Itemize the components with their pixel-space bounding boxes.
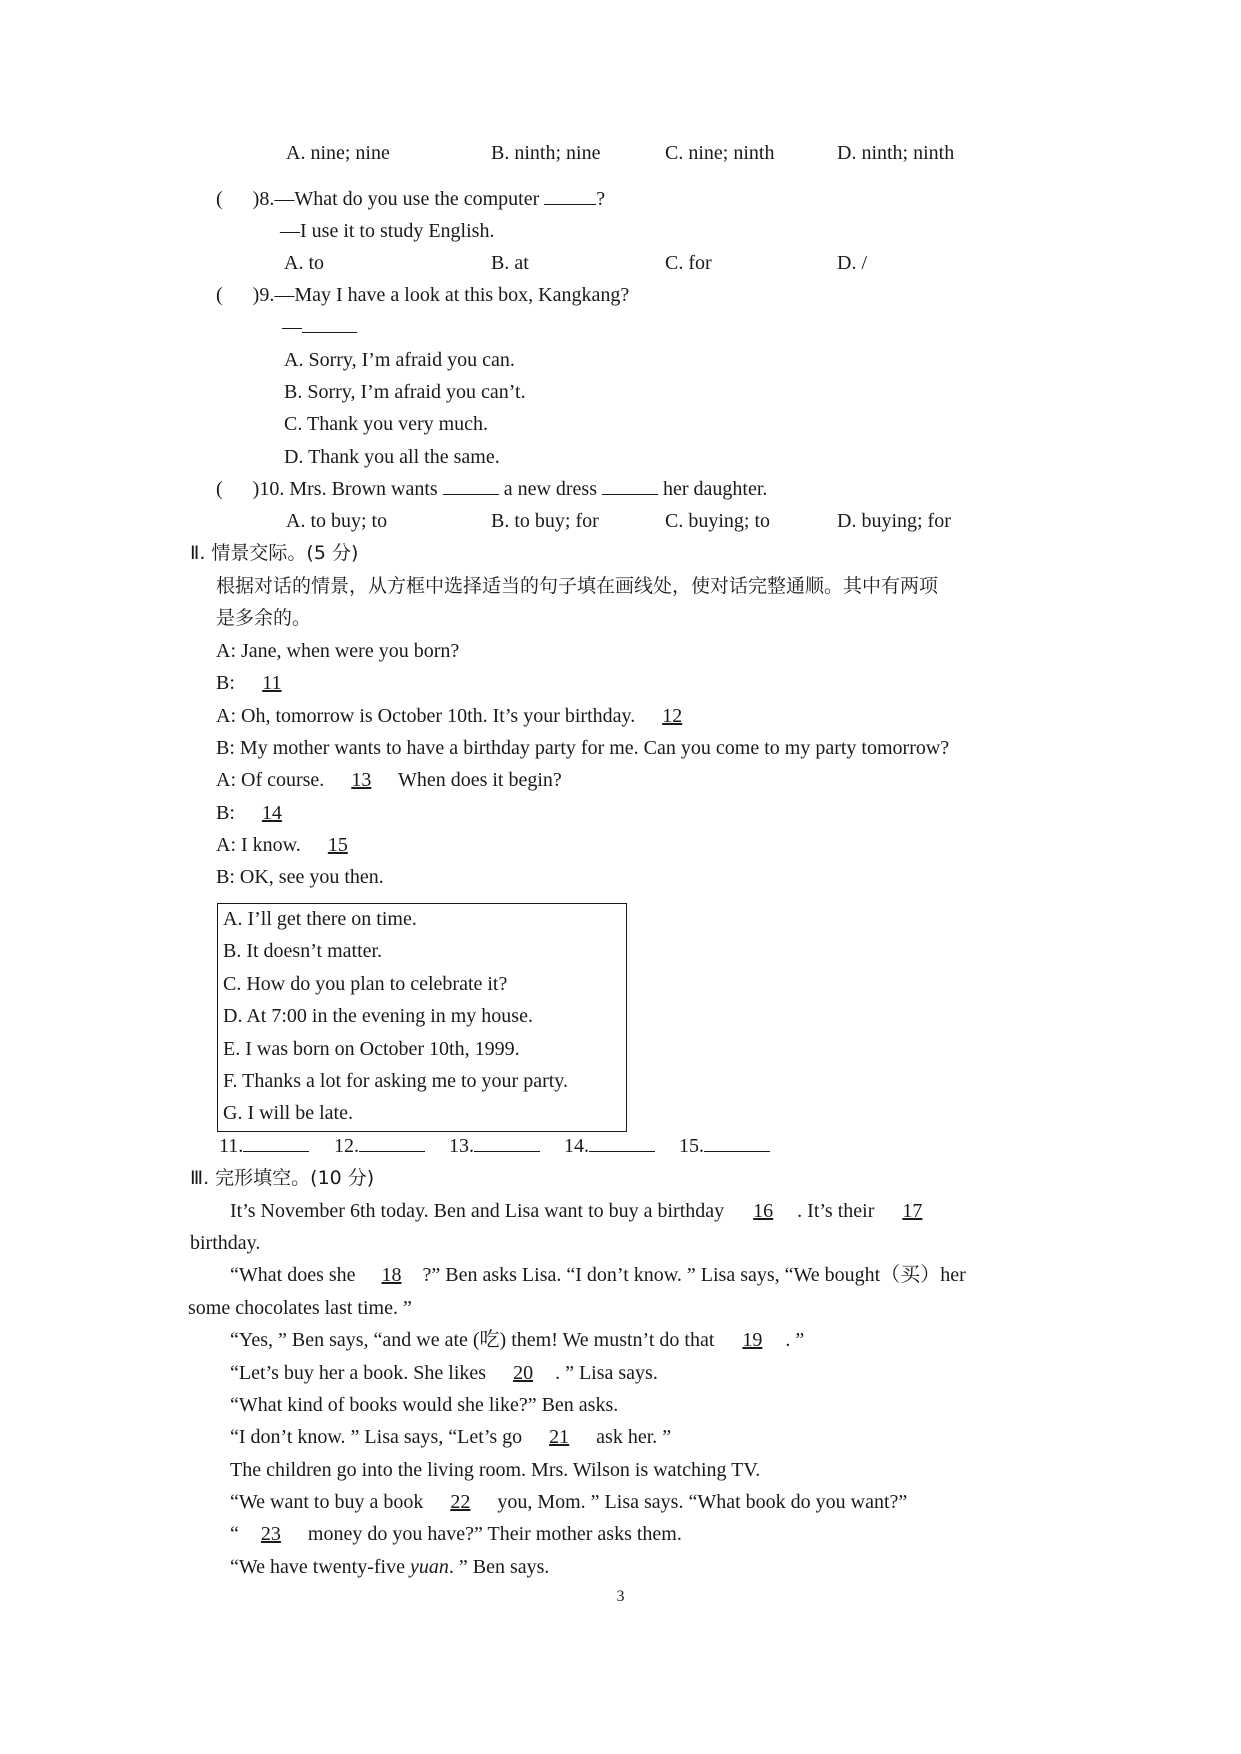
q8-options-row <box>0 250 1241 276</box>
q7-option-b: B. ninth; nine <box>491 142 601 164</box>
q7-options-row <box>0 140 1241 166</box>
speaker-label: A: <box>216 769 236 791</box>
box-option-f: F. Thanks a lot for asking me to your party. <box>223 1070 569 1092</box>
dialogue-text: OK, see you then. <box>239 866 384 888</box>
cloze-line-1 <box>230 1198 945 1224</box>
answer-label: 14. <box>564 1135 589 1157</box>
dialogue-line-2 <box>216 670 304 696</box>
cloze-line-8 <box>230 1424 671 1450</box>
q9-blank[interactable] <box>302 314 357 333</box>
box-option-d: D. At 7:00 in the evening in my house. <box>223 1005 533 1027</box>
cloze-line-4: some chocolates last time. ” <box>188 1297 412 1319</box>
q9-option-a: A. Sorry, I’m afraid you can. <box>284 349 515 371</box>
dialogue-text: Oh, tomorrow is October 10th. It’s your birthday. <box>241 705 636 727</box>
cloze-line-5 <box>230 1327 804 1353</box>
box-option-e: E. I was born on October 10th, 1999. <box>223 1038 520 1060</box>
q10-number: 10. <box>259 478 285 500</box>
q10-paren-close: ) <box>252 478 260 500</box>
q10-stem <box>216 476 767 502</box>
cloze-text: “Let’s buy her a book. She likes <box>230 1362 487 1384</box>
dialogue-text: Jane, when were you born? <box>241 640 460 662</box>
q10-stem-a: Mrs. Brown wants <box>289 478 438 500</box>
q8-option-a: A. to <box>284 252 324 274</box>
dialogue-line-5 <box>216 767 562 793</box>
cloze-line-11 <box>230 1521 682 1547</box>
speaker-label: B: <box>216 737 235 759</box>
q10-stem-c: her daughter. <box>663 478 768 500</box>
cloze-text: “ <box>230 1523 239 1545</box>
q8-reply: —I use it to study English. <box>280 220 495 242</box>
dialogue-line-4 <box>216 735 949 761</box>
answer-label: 13. <box>449 1135 474 1157</box>
blank-23[interactable]: 23 <box>260 1523 281 1545</box>
blank-13[interactable]: 13 <box>351 769 372 791</box>
answer-slot-11 <box>219 1133 309 1159</box>
q7-option-c: C. nine; ninth <box>665 142 775 164</box>
answer-slot-12 <box>334 1133 425 1159</box>
q10-blank-1[interactable] <box>443 476 499 495</box>
cloze-text: ?” Ben asks Lisa. “I don’t know. ” Lisa says, “We bought（买）her <box>422 1264 966 1286</box>
speaker-label: B: <box>216 672 235 694</box>
q10-option-c: C. buying; to <box>665 510 771 532</box>
answer-blank[interactable] <box>474 1133 540 1152</box>
q8-option-b: B. at <box>491 252 529 274</box>
q8-paren-open: ( <box>216 188 223 210</box>
answer-slot-14 <box>564 1133 655 1159</box>
cloze-line-12 <box>230 1554 549 1580</box>
q9-number: 9. <box>259 284 275 306</box>
blank-14[interactable]: 14 <box>261 802 282 824</box>
blank-12[interactable]: 12 <box>662 705 683 727</box>
answer-row <box>0 1133 1241 1159</box>
cloze-text: “We have twenty-five <box>230 1556 405 1578</box>
cloze-line-2: birthday. <box>190 1232 261 1254</box>
q8-paren-close: ) <box>252 188 260 210</box>
dialogue-line-6 <box>216 800 304 826</box>
cloze-text: ask her. ” <box>596 1426 672 1448</box>
section2-instruction-1: 根据对话的情景，从方框中选择适当的句子填在画线处，使对话完整通顺。其中有两项 <box>216 575 939 597</box>
cloze-text: . ” <box>785 1329 805 1351</box>
cloze-line-9: The children go into the living room. Mrs. Wilson is watching TV. <box>230 1459 761 1481</box>
answer-slot-15 <box>679 1133 770 1159</box>
q7-option-a: A. nine; nine <box>286 142 390 164</box>
box-option-g: G. I will be late. <box>223 1102 353 1124</box>
answer-slot-13 <box>449 1133 540 1159</box>
q9-reply <box>282 314 357 340</box>
cloze-line-3 <box>230 1262 966 1288</box>
dialogue-text: My mother wants to have a birthday party for me. Can you come to my party tomorrow? <box>239 737 950 759</box>
blank-20[interactable]: 20 <box>513 1362 534 1384</box>
dialogue-line-3 <box>216 703 704 729</box>
answer-label: 11. <box>219 1135 244 1157</box>
q9-stem <box>216 282 629 308</box>
page-number: 3 <box>616 1588 625 1605</box>
answer-blank[interactable] <box>243 1133 309 1152</box>
answer-blank[interactable] <box>704 1133 770 1152</box>
cloze-text: you, Mom. ” Lisa says. “What book do you want?” <box>497 1491 908 1513</box>
q9-option-d: D. Thank you all the same. <box>284 446 500 468</box>
cloze-text: It’s November 6th today. Ben and Lisa want to buy a birthday <box>230 1200 725 1222</box>
answer-label: 12. <box>334 1135 359 1157</box>
answer-blank[interactable] <box>589 1133 655 1152</box>
section2-heading: Ⅱ. 情景交际。(5 分) <box>190 542 359 564</box>
blank-18[interactable]: 18 <box>381 1264 402 1286</box>
q8-blank[interactable] <box>544 186 596 205</box>
cloze-yuan: yuan <box>409 1556 449 1578</box>
blank-21[interactable]: 21 <box>549 1426 570 1448</box>
cloze-line-6 <box>230 1360 658 1386</box>
q10-option-b: B. to buy; for <box>491 510 599 532</box>
box-option-b: B. It doesn’t matter. <box>223 940 383 962</box>
blank-17[interactable]: 17 <box>902 1200 923 1222</box>
blank-11[interactable]: 11 <box>262 672 282 694</box>
answer-label: 15. <box>679 1135 704 1157</box>
q10-option-a: A. to buy; to <box>286 510 388 532</box>
speaker-label: A: <box>216 640 236 662</box>
q9-paren-close: ) <box>252 284 260 306</box>
q8-number: 8. <box>259 188 275 210</box>
q9-paren-open: ( <box>216 284 223 306</box>
q8-stem-end: ? <box>596 188 606 210</box>
box-option-a: A. I’ll get there on time. <box>223 908 417 930</box>
cloze-text: money do you have?” Their mother asks them. <box>307 1523 682 1545</box>
speaker-label: B: <box>216 866 235 888</box>
cloze-text: . ” Ben says. <box>448 1556 550 1578</box>
cloze-text: “Yes, ” Ben says, “and we ate (吃) them! We mustn’t do that <box>230 1329 715 1351</box>
dialogue-text: Of course. <box>241 769 325 791</box>
q8-stem <box>216 186 605 212</box>
q10-blank-2[interactable] <box>602 476 658 495</box>
q8-option-c: C. for <box>665 252 712 274</box>
dialogue-text-after: When does it begin? <box>397 769 562 791</box>
cloze-line-7: “What kind of books would she like?” Ben asks. <box>230 1394 619 1416</box>
speaker-label: A: <box>216 834 236 856</box>
q8-stem-text: —What do you use the computer <box>274 188 540 210</box>
q9-reply-dash: — <box>282 316 302 338</box>
box-option-c: C. How do you plan to celebrate it? <box>223 973 508 995</box>
speaker-label: A: <box>216 705 236 727</box>
q7-option-d: D. ninth; ninth <box>837 142 955 164</box>
dialogue-text: I know. <box>241 834 301 856</box>
section3-heading: Ⅲ. 完形填空。(10 分) <box>190 1167 375 1189</box>
dialogue-line-7 <box>216 832 370 858</box>
q10-option-d: D. buying; for <box>837 510 951 532</box>
section2-instruction-2: 是多余的。 <box>216 607 312 629</box>
q9-option-c: C. Thank you very much. <box>284 413 489 435</box>
q9-option-b: B. Sorry, I’m afraid you can’t. <box>284 381 526 403</box>
cloze-text: . ” Lisa says. <box>555 1362 658 1384</box>
q9-stem-text: —May I have a look at this box, Kangkang? <box>274 284 630 306</box>
q10-paren-open: ( <box>216 478 223 500</box>
cloze-text: . It’s their <box>797 1200 875 1222</box>
cloze-text: “What does she <box>230 1264 356 1286</box>
cloze-text: “I don’t know. ” Lisa says, “Let’s go <box>230 1426 523 1448</box>
q10-options-row <box>0 508 1241 534</box>
cloze-line-10 <box>230 1489 907 1515</box>
q10-stem-b: a new dress <box>503 478 597 500</box>
q8-option-d: D. / <box>837 252 867 274</box>
cloze-text: “We want to buy a book <box>230 1491 424 1513</box>
answer-blank[interactable] <box>359 1133 425 1152</box>
blank-16[interactable]: 16 <box>753 1200 774 1222</box>
blank-15[interactable]: 15 <box>327 834 348 856</box>
dialogue-line-8 <box>216 864 384 890</box>
dialogue-line-1 <box>216 638 459 664</box>
blank-22[interactable]: 22 <box>450 1491 471 1513</box>
blank-19[interactable]: 19 <box>742 1329 763 1351</box>
speaker-label: B: <box>216 802 235 824</box>
